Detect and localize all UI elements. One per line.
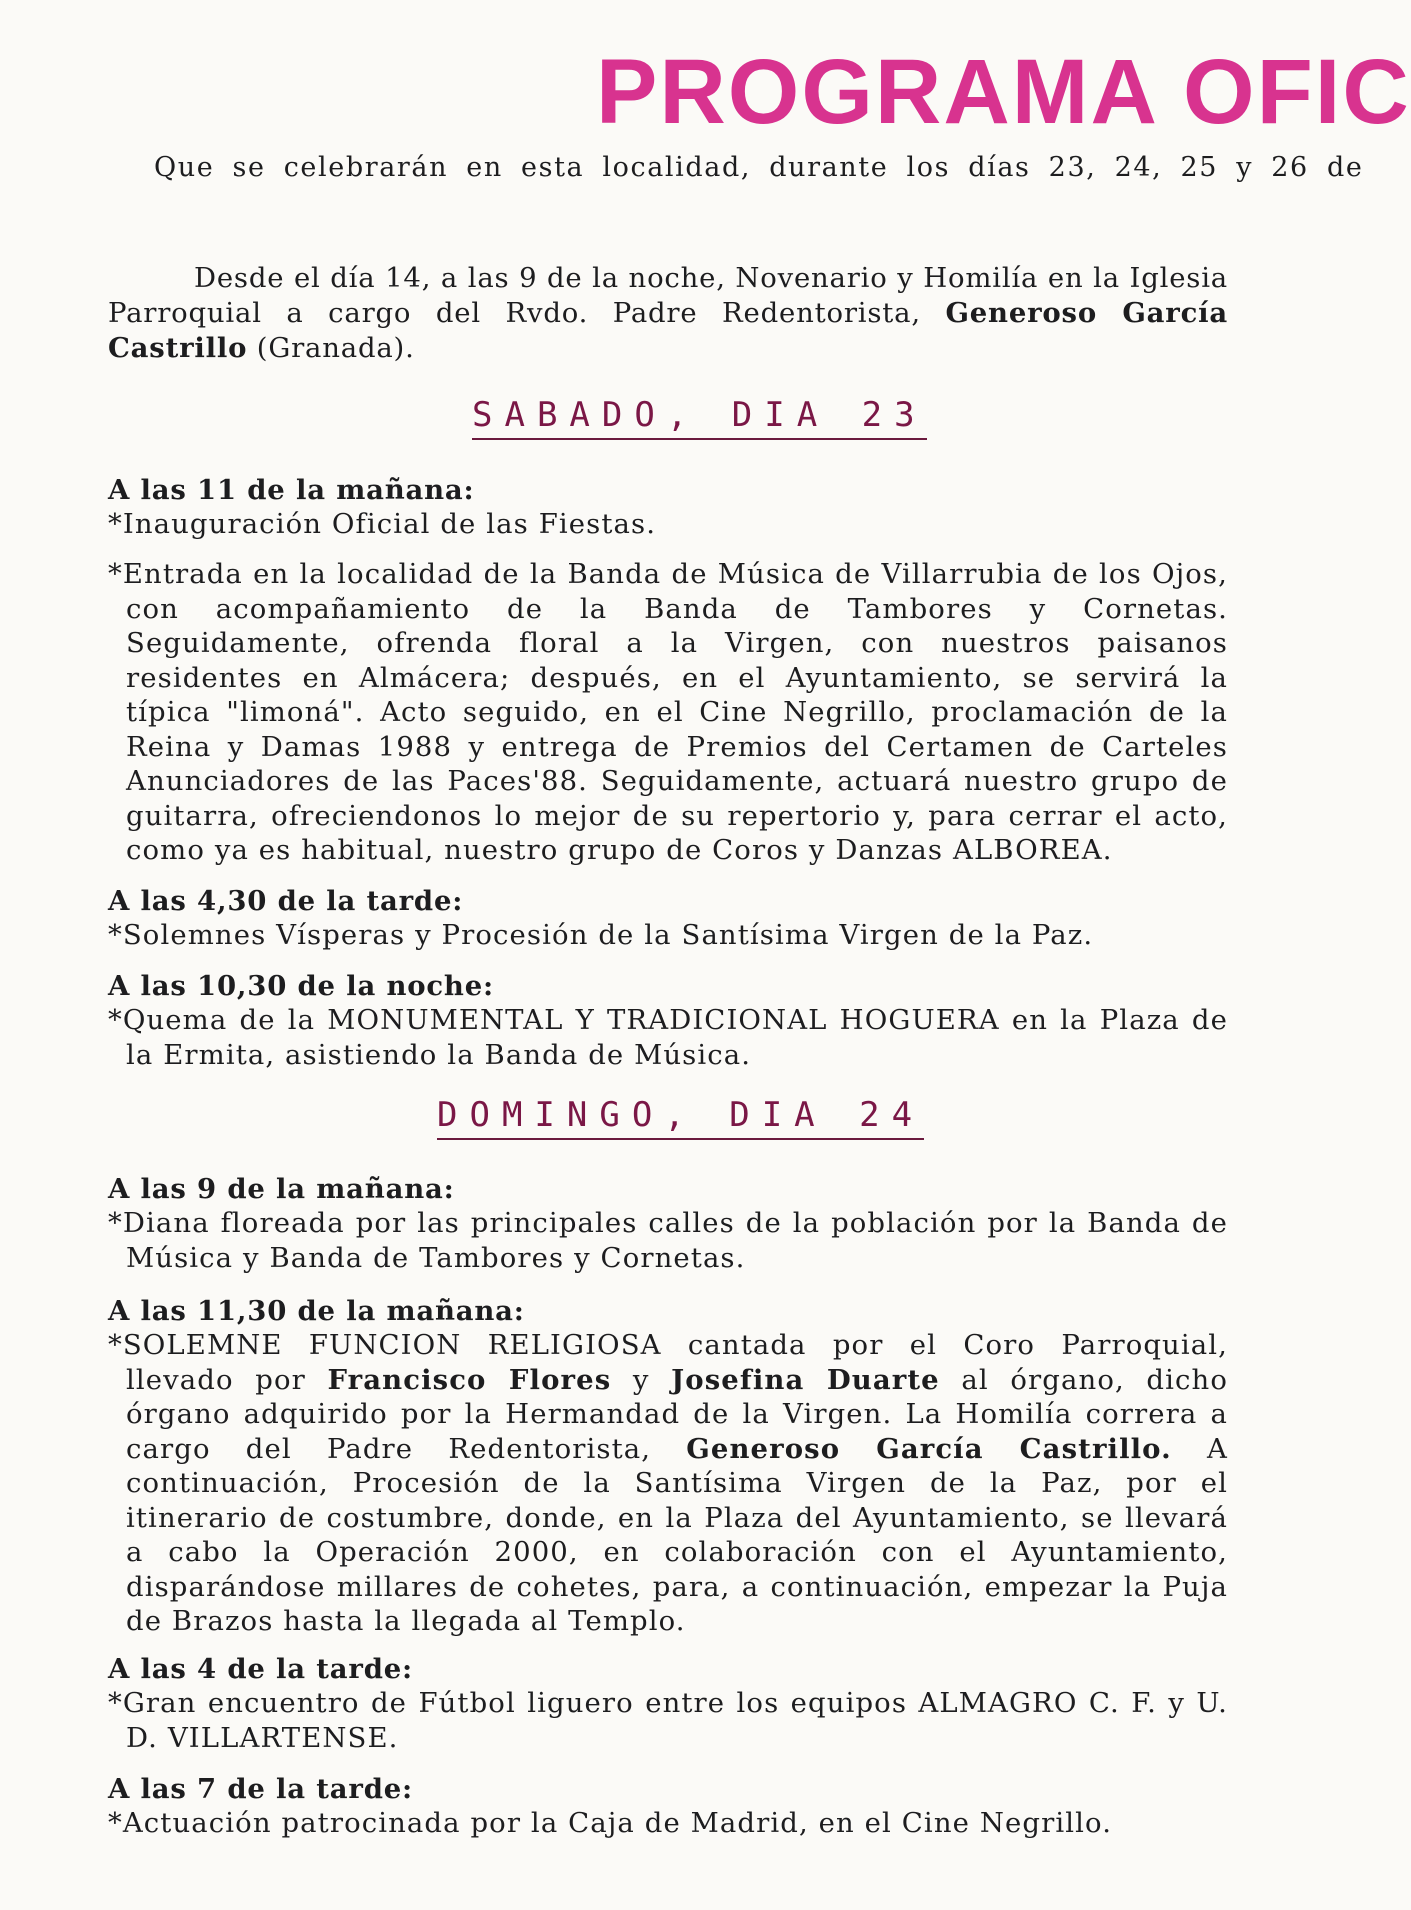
organist-name: Francisco Flores xyxy=(327,1363,612,1396)
preacher-name: Generoso García Castrillo xyxy=(108,297,1228,364)
event-text: al órgano, dicho órgano adquirido por la Hermandad de la Virgen. La Homilía correra a cargo del Padre Redentorista, xyxy=(126,1363,1228,1465)
organist-name: Josefina Duarte xyxy=(671,1363,940,1396)
event-saturday-11 xyxy=(108,473,1228,542)
intro-text: Desde el día 14, a las 9 de la noche, Novenario y Homilía en la Iglesia Parroquial a cargo del Rvdo. Padre Redentorista, xyxy=(108,262,1228,329)
event-saturday-1030 xyxy=(108,969,1228,1072)
event-saturday-430 xyxy=(108,884,1228,953)
page-title: PROGRAMA OFIC xyxy=(596,41,1411,143)
event-text: y xyxy=(611,1363,672,1396)
event-text: *SOLEMNE FUNCION RELIGIOSA cantada por el Coro Parroquial, llevado por xyxy=(108,1329,1228,1396)
event-description: *Inauguración Oficial de las Fiestas. xyxy=(108,508,657,540)
event-time: A las 10,30 de la noche: xyxy=(108,970,494,1002)
preacher-name: Generoso García Castrillo. xyxy=(686,1432,1172,1465)
event-time: A las 11 de la mañana: xyxy=(108,474,475,506)
event-time: A las 9 de la mañana: xyxy=(108,1173,455,1205)
event-time: A las 4 de la tarde: xyxy=(108,1653,413,1685)
event-saturday-11-entry xyxy=(108,557,1228,868)
event-description: *Diana floreada por las principales calles de la población por la Banda de Música y Banda de Tambores y Cornetas. xyxy=(108,1207,1228,1274)
event-sunday-4 xyxy=(108,1652,1228,1755)
event-time: A las 4,30 de la tarde: xyxy=(108,885,464,917)
event-description xyxy=(108,1328,1228,1639)
event-description: *Actuación patrocinada por la Caja de Madrid, en el Cine Negrillo. xyxy=(108,1807,1113,1839)
intro-paragraph xyxy=(108,261,1228,366)
event-time: A las 7 de la tarde: xyxy=(108,1773,413,1805)
saturday-heading: SABADO, DIA 23 xyxy=(472,396,927,440)
event-sunday-7 xyxy=(108,1772,1228,1841)
event-time: A las 11,30 de la mañana: xyxy=(108,1295,525,1327)
event-description: *Gran encuentro de Fútbol liguero entre los equipos ALMAGRO C. F. y U. D. VILLARTENSE. xyxy=(108,1687,1228,1754)
event-sunday-1130 xyxy=(108,1294,1228,1639)
sunday-heading: DOMINGO, DIA 24 xyxy=(437,1096,924,1140)
event-description: *Solemnes Vísperas y Procesión de la Santísima Virgen de la Paz. xyxy=(108,919,1094,951)
subtitle: Que se celebrarán en esta localidad, durante los días 23, 24, 25 y 26 de xyxy=(154,152,1364,183)
event-sunday-9 xyxy=(108,1172,1228,1275)
event-description: *Entrada en la localidad de la Banda de Música de Villarrubia de los Ojos, con acompañamiento de la Banda de Tambores y Cornetas. Seguidamente, ofrenda floral a la Virgen, con nuestros paisanos residentes en Almácera; después, en el Ayuntamiento, se servirá la típica "limoná". Acto seguido, en el Cine Negrillo, proclamación de la Reina y Damas 1988 y entrega de Premios del Certamen de Carteles Anunciadores de las Paces'88. Seguidamente, actuará nuestro grupo de guitarra, ofreciendonos lo mejor de su repertorio y, para cerrar el acto, como ya es habitual, nuestro grupo de Coros y Danzas ALBOREA. xyxy=(108,558,1228,866)
event-text: A continuación, Procesión de la Santísima Virgen de la Paz, por el itinerario de costumbre, donde, en la Plaza del Ayuntamiento, se llevará a cabo la Operación 2000, en colaboración con el Ayuntamiento, disparándose millares de cohetes, para, a continuación, empezar la Puja de Brazos hasta la llegada al Templo. xyxy=(126,1432,1228,1637)
intro-text-end: (Granada). xyxy=(247,332,415,364)
event-description: *Quema de la MONUMENTAL Y TRADICIONAL HOGUERA en la Plaza de la Ermita, asistiendo la Banda de Música. xyxy=(108,1004,1228,1071)
